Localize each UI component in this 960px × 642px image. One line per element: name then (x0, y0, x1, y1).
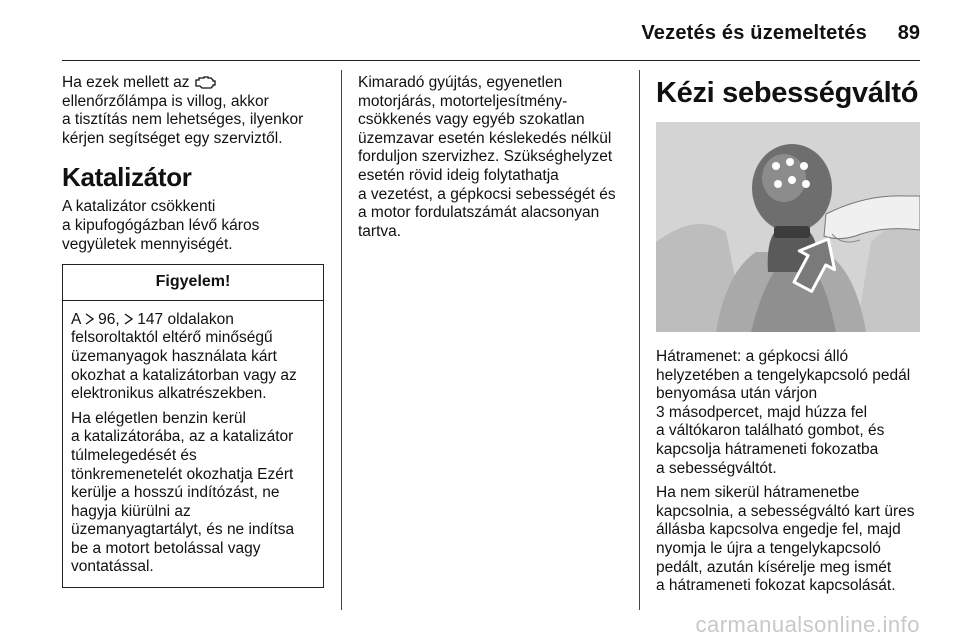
engine-warning-lamp-icon (194, 74, 216, 93)
warning-line: üzemanyagtartályt, és ne indítsa (71, 521, 295, 539)
page-reference-arrow-icon (124, 311, 133, 330)
warning-line: vontatással. (71, 558, 154, 576)
warning-line: túlmelegedését és (71, 446, 197, 464)
left-column (62, 74, 324, 588)
body-line: esetén rövid ideig folytathatja (358, 166, 559, 184)
body-line: a sebességváltót. (656, 459, 777, 477)
page-ref-96[interactable]: 96, (98, 310, 120, 328)
page-header (0, 0, 960, 60)
body-line: a vezetést, a gépkocsi sebességét és (358, 185, 616, 203)
page-ref-147[interactable]: 147 oldalakon (137, 310, 234, 328)
body-line: helyzetében a tengelykapcsoló pedál (656, 366, 911, 384)
warning-line: be a motort betolással vagy (71, 539, 261, 557)
warning-line: A 96, 147 oldalakon (71, 310, 234, 328)
intro-line: kérjen segítséget egy szerviztől. (62, 129, 283, 147)
body-line: vegyületek mennyiségét. (62, 235, 233, 253)
body-line: kapcsolja hátrameneti fokozatba (656, 440, 879, 458)
warning-line: elektronikus alkatrészekben. (71, 385, 267, 403)
intro-line: Ha ezek mellett az (62, 74, 324, 93)
column-divider-left (341, 70, 342, 610)
intro-line: a tisztítás nem lehetséges, ilyenkor (62, 111, 304, 129)
body-line: Hátramenet: a gépkocsi álló (656, 348, 849, 365)
body-line: csökkenés vagy egyéb szokatlan (358, 111, 585, 129)
body-line: pedált, azután kísérelje meg ismét (656, 558, 892, 576)
section-heading-manual-gearbox: Kézi sebességváltó (656, 77, 919, 109)
warning-body (63, 301, 323, 587)
body-line: Ha nem sikerül hátramenetbe (656, 484, 860, 502)
warning-line: Ha elégetlen benzin kerül (71, 409, 246, 427)
body-line: üzemzavar esetén késlekedés nélkül (358, 129, 612, 147)
body-line: kapcsolnia, a sebességváltó kart üres (656, 502, 915, 520)
middle-column (358, 74, 620, 241)
warning-line: felsoroltaktól eltérő minőségű (71, 329, 273, 347)
intro-line: ellenőrzőlámpa is villog, akkor (62, 92, 269, 110)
header-rule (62, 60, 920, 61)
body-line: a váltókaron található gombot, és (656, 422, 885, 440)
warning-title: Figyelem! (63, 265, 323, 301)
column-divider-right (639, 70, 640, 610)
warning-box (62, 264, 324, 588)
section-heading-catalyst: Katalizátor (62, 162, 192, 193)
header-title: Vezetés és üzemeltetés (641, 22, 867, 44)
warning-line: hagyja kiürülni az (71, 502, 191, 520)
warning-line: kerülje a hosszú indítózást, ne (71, 484, 280, 502)
body-line: motorjárás, motorteljesítmény- (358, 92, 568, 110)
body-line: tartva. (358, 222, 402, 240)
warning-line: a katalizátorába, az a katalizátor (71, 428, 294, 446)
warning-line: okozhat a katalizátorban vagy az (71, 366, 297, 384)
page-number: 89 (897, 22, 920, 44)
warning-line: üzemanyagok használata kárt (71, 347, 277, 365)
warning-line: tönkremenetelét okozhatja Ezért (71, 465, 294, 483)
body-line: benyomása után várjon (656, 385, 818, 403)
body-line: A katalizátor csökkenti (62, 198, 216, 216)
body-line: a motor fordulatszámát alacsonyan (358, 204, 600, 222)
gear-shift-illustration (656, 122, 920, 332)
watermark: carmanualsonline.info (695, 612, 920, 637)
body-line: forduljon szervizhez. Szükséghelyzet (358, 148, 613, 166)
body-line: a hátrameneti fokozat kapcsolását. (656, 577, 896, 595)
page-reference-arrow-icon (85, 311, 94, 330)
gear-shift-figure (656, 122, 920, 332)
body-line: a kipufogógázban lévő káros (62, 216, 260, 234)
body-line: 3 másodpercet, majd húzza fel (656, 403, 868, 421)
body-line: állásba kapcsolva engedje fel, majd (656, 521, 901, 539)
body-line: Kimaradó gyújtás, egyenetlen (358, 74, 563, 91)
body-line: nyomja le újra a tengelykapcsoló (656, 539, 881, 557)
right-column (656, 76, 924, 596)
